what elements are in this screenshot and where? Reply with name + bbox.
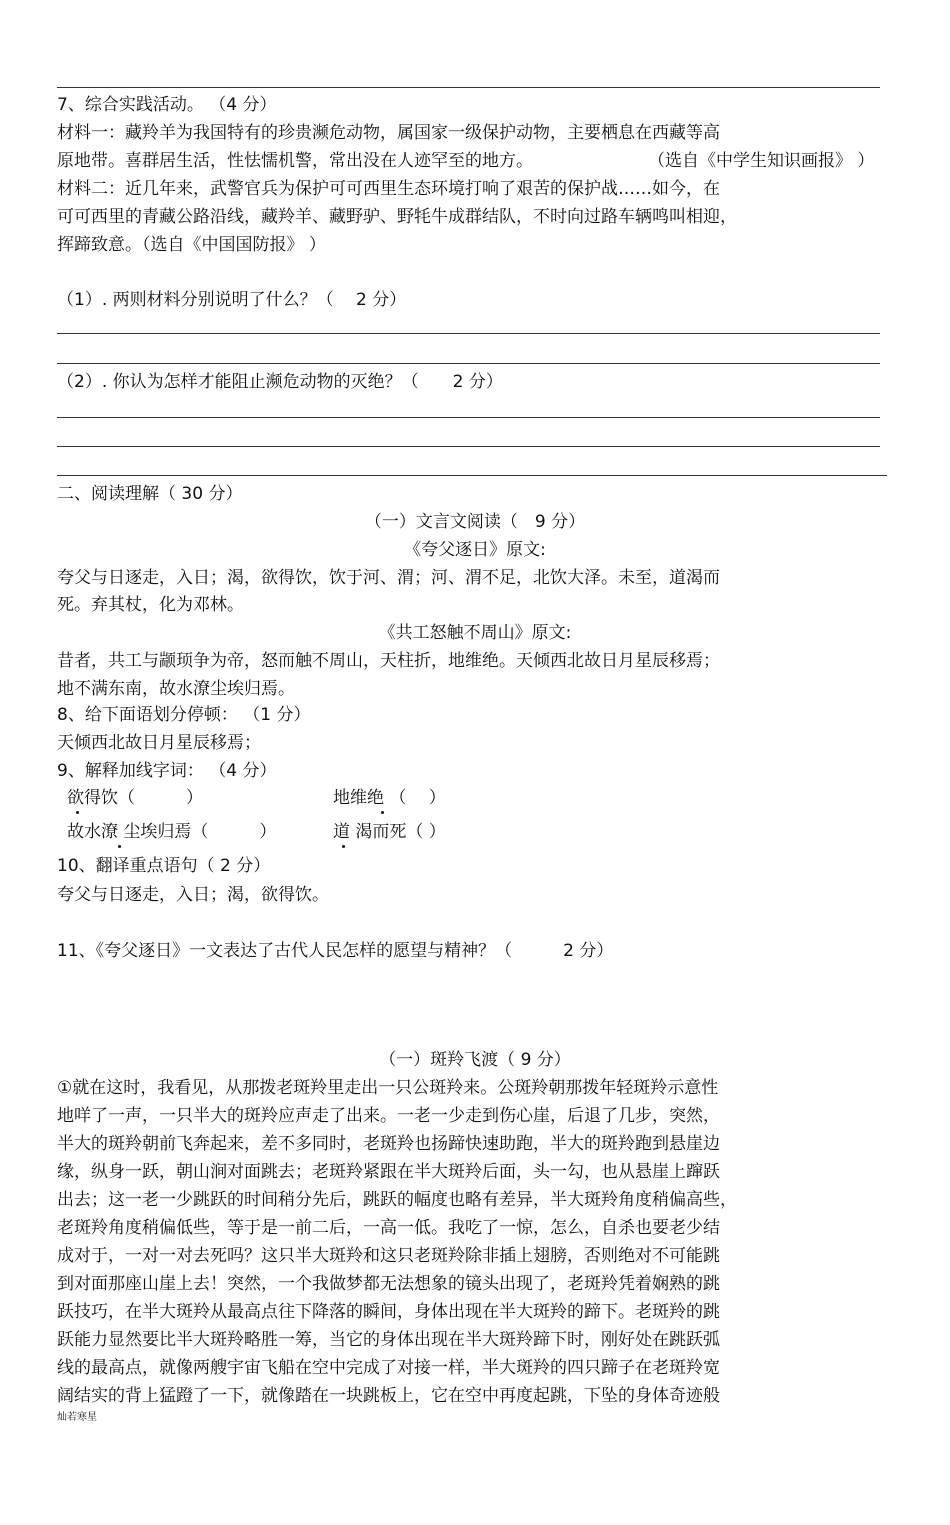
- q7-sub2: （2）. 你认为怎样才能阻止濒危动物的灭绝？（ 2 分）: [57, 372, 503, 392]
- passage-line: 线的最高点，就像两艘宇宙飞船在空中完成了对接一样，半大斑羚的四只蹄子在老斑羚宽: [57, 1358, 720, 1378]
- emphasis-dot: [76, 811, 79, 814]
- q9-item3: 故水潦 尘埃归焉（ ）: [67, 822, 277, 842]
- material1-line1: 材料一：藏羚羊为我国特有的珍贵濒危动物，属国家一级保护动物，主要栖息在西藏等高: [57, 123, 720, 143]
- emphasis-dot: [342, 845, 345, 848]
- q7-title: 7、综合实践活动。 （4 分）: [57, 95, 277, 115]
- kuafu-line2: 死。弃其杖，化为邓林。: [57, 595, 244, 615]
- q9-title: 9、解释加线字词： （4 分）: [57, 761, 277, 781]
- part2-title: （一）斑羚飞渡（ 9 分）: [379, 1050, 571, 1070]
- passage-line: 阔结实的背上猛蹬了一下，就像踏在一块跳板上，它在空中再度起跳，下坠的身体奇迹般: [57, 1386, 720, 1406]
- passage-line: 成对于，一对一对去死吗？这只半大斑羚和这只老斑羚除非插上翅膀，否则绝对不可能跳: [57, 1246, 720, 1266]
- kuafu-title: 《夸父逐日》原文:: [404, 540, 546, 560]
- material2-line3: 挥蹄致意。（选自《中国国防报》 ）: [57, 235, 326, 255]
- answer-line: [57, 417, 880, 418]
- passage-line: 半大的斑羚朝前飞奔起来，差不多同时，老斑羚也扬蹄快速助跑，半大的斑羚跑到悬崖边: [57, 1134, 720, 1154]
- passage-line: 出去；这一老一少跳跃的时间稍分先后，跳跃的幅度也略有差异，半大斑羚角度稍偏高些，: [57, 1190, 737, 1210]
- material1-line2: 原地带。喜群居生活，性怯懦机警，常出没在人迹罕至的地方。: [57, 151, 533, 171]
- passage-line: ①就在这时，我看见，从那拨老斑羚里走出一只公斑羚来。公斑羚朝那拨年轻斑羚示意性: [57, 1078, 719, 1098]
- passage-line: 缘，纵身一跃，朝山涧对面跳去；老斑羚紧跟在半大斑羚后面，头一勾，也从悬崖上蹿跃: [57, 1162, 720, 1182]
- q10-text: 夸父与日逐走，入日；渴，欲得饮。: [57, 885, 329, 905]
- q8-text: 天倾西北故日月星辰移焉；: [57, 733, 261, 753]
- section2-title: 二、阅读理解（ 30 分）: [57, 484, 243, 504]
- material2-line2: 可可西里的青藏公路沿线，藏羚羊、藏野驴、野牦牛成群结队，不时向过路车辆鸣叫相迎，: [57, 207, 737, 227]
- kuafu-line1: 夸父与日逐走，入日；渴，欲得饮，饮于河、渭；河、渭不足，北饮大泽。未至，道渴而: [57, 568, 720, 588]
- answer-line: [57, 333, 880, 334]
- footer-watermark: 灿若寒星: [57, 1412, 97, 1423]
- passage-line: 老斑羚角度稍偏低些，等于是一前二后，一高一低。我吃了一惊，怎么，自杀也要老少结: [57, 1218, 720, 1238]
- q9-item1: 欲得饮（ ）: [67, 788, 203, 808]
- passage-line: 地咩了一声，一只半大的斑羚应声走了出来。一老一少走到伤心崖，后退了几步，突然，: [57, 1106, 720, 1126]
- passage-line: 跃技巧，在半大斑羚从最高点往下降落的瞬间，身体出现在半大斑羚的蹄下。老斑羚的跳: [57, 1302, 720, 1322]
- answer-line: [57, 363, 880, 364]
- q7-sub1: （1）. 两则材料分别说明了什么？（ 2 分）: [57, 290, 407, 310]
- part1-title: （一）文言文阅读（ 9 分）: [364, 512, 586, 532]
- gonggong-title: 《共工怒触不周山》原文:: [378, 623, 572, 643]
- answer-line: [57, 446, 880, 447]
- passage-line: 跃能力显然要比半大斑羚略胜一筹，当它的身体出现在半大斑羚蹄下时，刚好处在跳跃弧: [57, 1330, 720, 1350]
- q10-title: 10、翻译重点语句（ 2 分）: [57, 856, 271, 876]
- passage-line: 到对面那座山崖上去！突然，一个我做梦都无法想象的镜头出现了，老斑羚凭着娴熟的跳: [57, 1274, 720, 1294]
- q11-title: 11、《夸父逐日》一文表达了古代人民怎样的愿望与精神？（ 2 分）: [57, 941, 614, 961]
- material2-line1: 材料二：近几年来，武警官兵为保护可可西里生态环境打响了艰苦的保护战……如今，在: [57, 179, 720, 199]
- gonggong-line1: 昔者，共工与颛顼争为帝，怒而触不周山，天柱折，地维绝。天倾西北故日月星辰移焉；: [57, 651, 720, 671]
- emphasis-dot: [118, 845, 121, 848]
- section-rule: [57, 475, 887, 476]
- q8-title: 8、给下面语划分停顿： （1 分）: [57, 705, 311, 725]
- q9-item2: 地维绝 （ ）: [333, 788, 446, 808]
- q9-item4: 道 渴而死（ ）: [333, 822, 446, 842]
- top-rule: [57, 87, 880, 88]
- material1-source: （选自《中学生知识画报》 ）: [648, 151, 875, 171]
- gonggong-line2: 地不满东南，故水潦尘埃归焉。: [57, 679, 295, 699]
- emphasis-dot: [381, 811, 384, 814]
